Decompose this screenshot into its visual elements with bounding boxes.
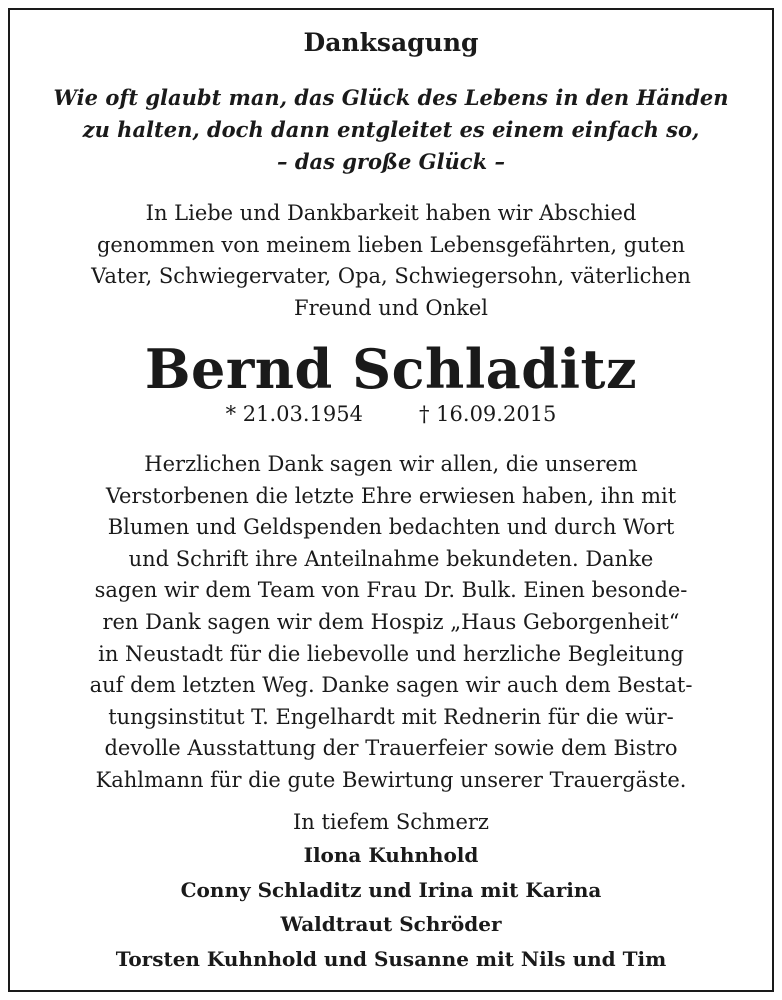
thanks-line: und Schrift ihre Anteilnahme bekundeten. Danke bbox=[128, 546, 654, 571]
thanks-line: sagen wir dem Team von Frau Dr. Bulk. Einen besonde- bbox=[94, 578, 688, 603]
signatory: Conny Schladitz und Irina mit Karina bbox=[180, 877, 602, 902]
signatory: Ilona Kuhnhold bbox=[303, 843, 479, 867]
intro-line: genommen von meinem lieben Lebensgefährten, guten bbox=[96, 232, 686, 257]
signatory: Waldtraut Schröder bbox=[280, 912, 502, 936]
intro-line: In Liebe und Dankbarkeit haben wir Abschied bbox=[145, 201, 637, 225]
intro-paragraph bbox=[10, 198, 772, 324]
thanks-paragraph bbox=[10, 449, 772, 797]
closing-phrase: In tiefem Schmerz bbox=[293, 810, 489, 834]
thanks-line: Herzlichen Dank sagen wir allen, die unserem bbox=[144, 452, 638, 476]
signatories-list bbox=[10, 838, 772, 976]
thanks-line: auf dem letzten Weg. Danke sagen wir auch dem Bestat- bbox=[89, 673, 693, 698]
thanks-line: in Neustadt für die liebevolle und herzliche Begleitung bbox=[98, 641, 684, 666]
signatory: Torsten Kuhnhold und Susanne mit Nils und Tim bbox=[115, 946, 667, 971]
quote-block bbox=[10, 82, 772, 178]
notice-heading: Danksagung bbox=[303, 28, 479, 57]
thanks-line: tungsinstitut T. Engelhardt mit Rednerin für die wür- bbox=[108, 704, 674, 729]
intro-line: Vater, Schwiegervater, Opa, Schwiegersohn, väterlichen bbox=[91, 264, 691, 288]
thanks-line: Kahlmann für die gute Bewirtung unserer Trauergäste. bbox=[95, 767, 687, 792]
life-dates bbox=[10, 398, 772, 430]
death-date: † 16.09.2015 bbox=[419, 402, 557, 426]
deceased-name: Bernd Schladitz bbox=[144, 337, 638, 401]
thanks-line: Blumen und Geldspenden bedachten und durch Wort bbox=[107, 515, 675, 540]
quote-line: Wie oft glaubt man, das Glück des Lebens in den Händen bbox=[53, 85, 729, 110]
quote-line: zu halten, doch dann entgleitet es einem einfach so, bbox=[82, 117, 700, 142]
intro-line: Freund und Onkel bbox=[294, 295, 488, 320]
birth-date: * 21.03.1954 bbox=[225, 402, 363, 426]
thanks-line: devolle Ausstattung der Trauerfeier sowie dem Bistro bbox=[104, 736, 678, 761]
quote-line: – das große Glück – bbox=[277, 149, 505, 174]
thanks-line: Verstorbenen die letzte Ehre erwiesen haben, ihn mit bbox=[105, 483, 677, 508]
thanks-line: ren Dank sagen wir dem Hospiz „Haus Geborgenheit“ bbox=[102, 609, 680, 634]
